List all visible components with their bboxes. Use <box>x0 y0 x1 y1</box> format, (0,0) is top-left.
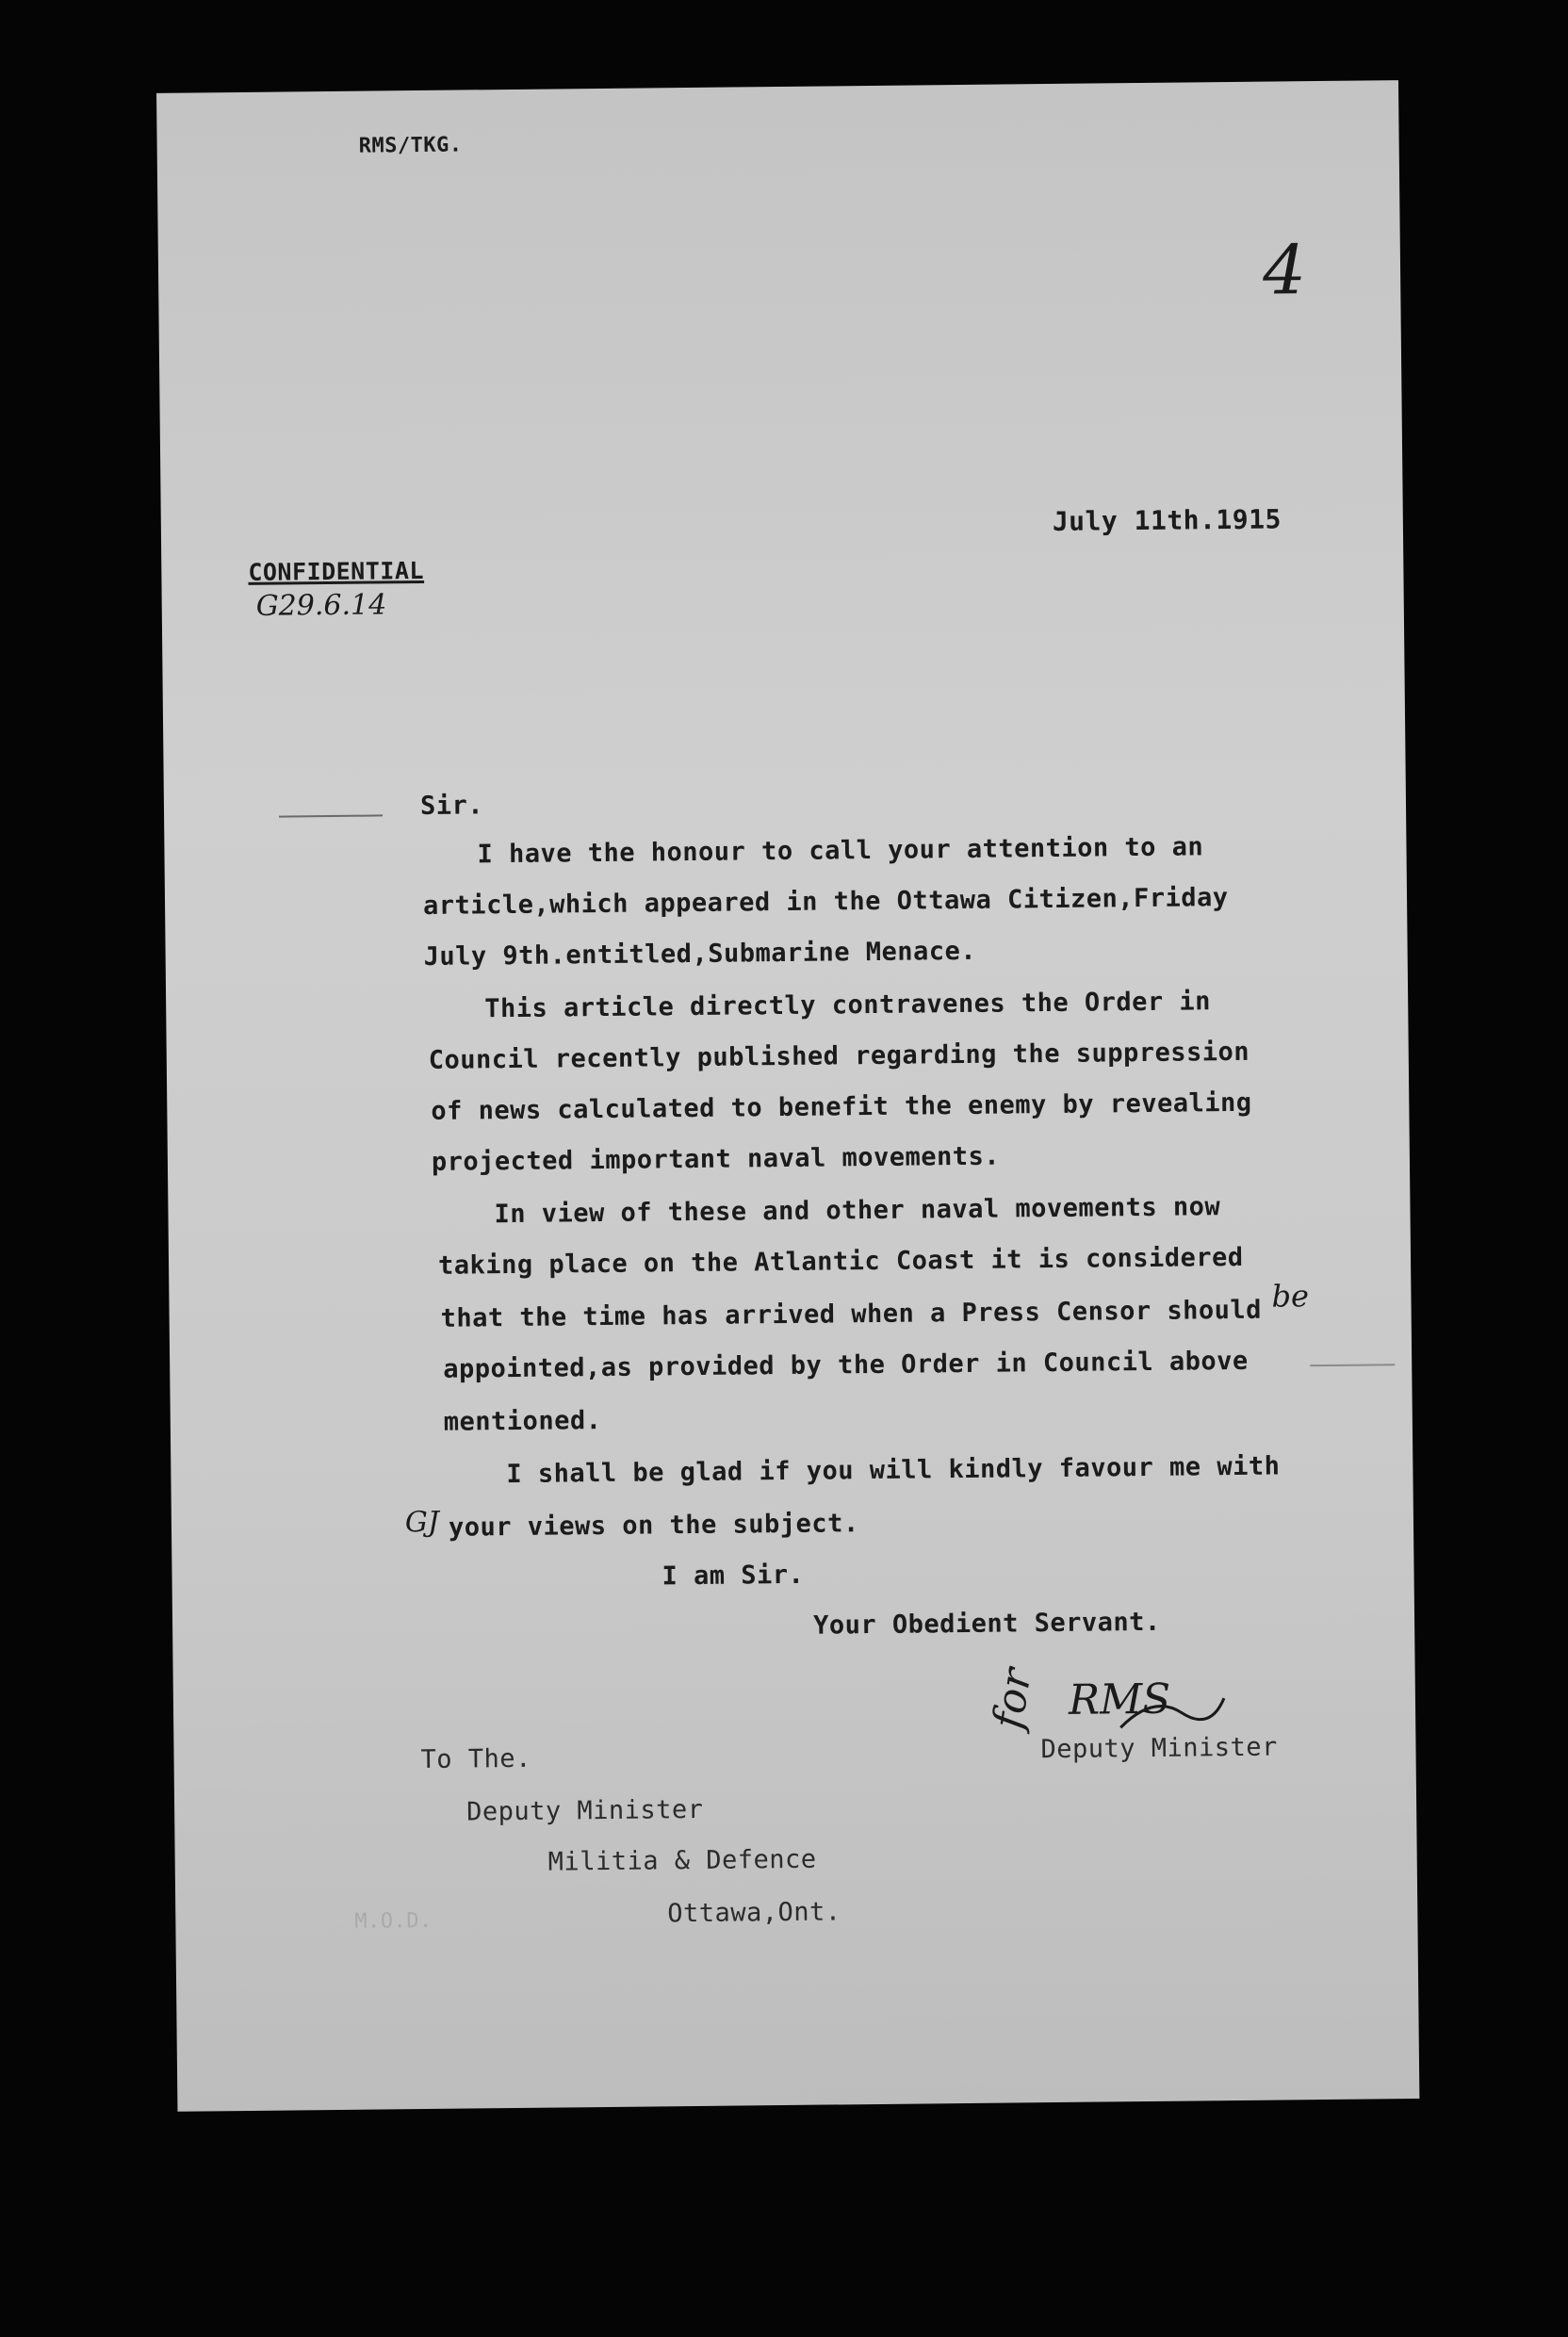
letter-page <box>156 80 1419 2112</box>
reference-code: RMS/TKG. <box>358 133 463 158</box>
body-line-14: your views on the subject. <box>448 1509 859 1543</box>
salutation: Sir. <box>419 791 484 822</box>
body-line-13: I shall be glad if you will kindly favour me with <box>506 1451 1281 1490</box>
margin-mark: 4 <box>1262 230 1307 310</box>
body-line-4: This article directly contravenes the Order in <box>484 987 1212 1024</box>
body-line-7: projected important naval movements. <box>431 1141 1001 1177</box>
closing-line-2: Your Obedient Servant. <box>812 1607 1161 1641</box>
body-line-9: taking place on the Atlantic Coast it is considered <box>437 1242 1244 1281</box>
margin-rule <box>1310 1364 1395 1366</box>
inserted-word: be <box>1271 1278 1310 1315</box>
recipient-to: To The. <box>420 1743 532 1775</box>
body-line-3: July 9th.entitled,Submarine Menace. <box>423 936 977 972</box>
faint-stamp: M.O.D. <box>354 1908 433 1934</box>
letter-date: July 11th.1915 <box>1052 503 1282 537</box>
closing-line-1: I am Sir. <box>662 1560 805 1592</box>
body-line-11: appointed,as provided by the Order in Council above <box>443 1346 1249 1384</box>
recipient-line-1: Deputy Minister <box>466 1794 704 1827</box>
signature-prefix: for <box>984 1664 1041 1733</box>
confidential-heading: CONFIDENTIAL <box>248 556 425 586</box>
file-number: G29.6.14 <box>255 588 387 623</box>
recipient-line-3: Ottawa,Ont. <box>667 1897 841 1929</box>
salutation-rule <box>279 814 383 817</box>
body-line-2: article,which appeared in the Ottawa Citizen,Friday <box>422 883 1229 921</box>
recipient-line-2: Militia & Defence <box>547 1844 817 1877</box>
signature-initials: RMS <box>1068 1675 1171 1724</box>
signatory-title: Deputy Minister <box>1040 1732 1278 1765</box>
body-line-8: In view of these and other naval movements now <box>494 1192 1221 1230</box>
body-line-1: I have the honour to call your attention to an <box>477 832 1204 870</box>
body-line-12: mentioned. <box>443 1406 602 1437</box>
body-line-5: Council recently published regarding the suppression <box>428 1037 1250 1075</box>
body-line-10: that the time has arrived when a Press Censor should <box>440 1295 1263 1333</box>
margin-initials: GJ <box>404 1505 440 1540</box>
body-line-6: of news calculated to benefit the enemy by revealing <box>431 1087 1252 1126</box>
